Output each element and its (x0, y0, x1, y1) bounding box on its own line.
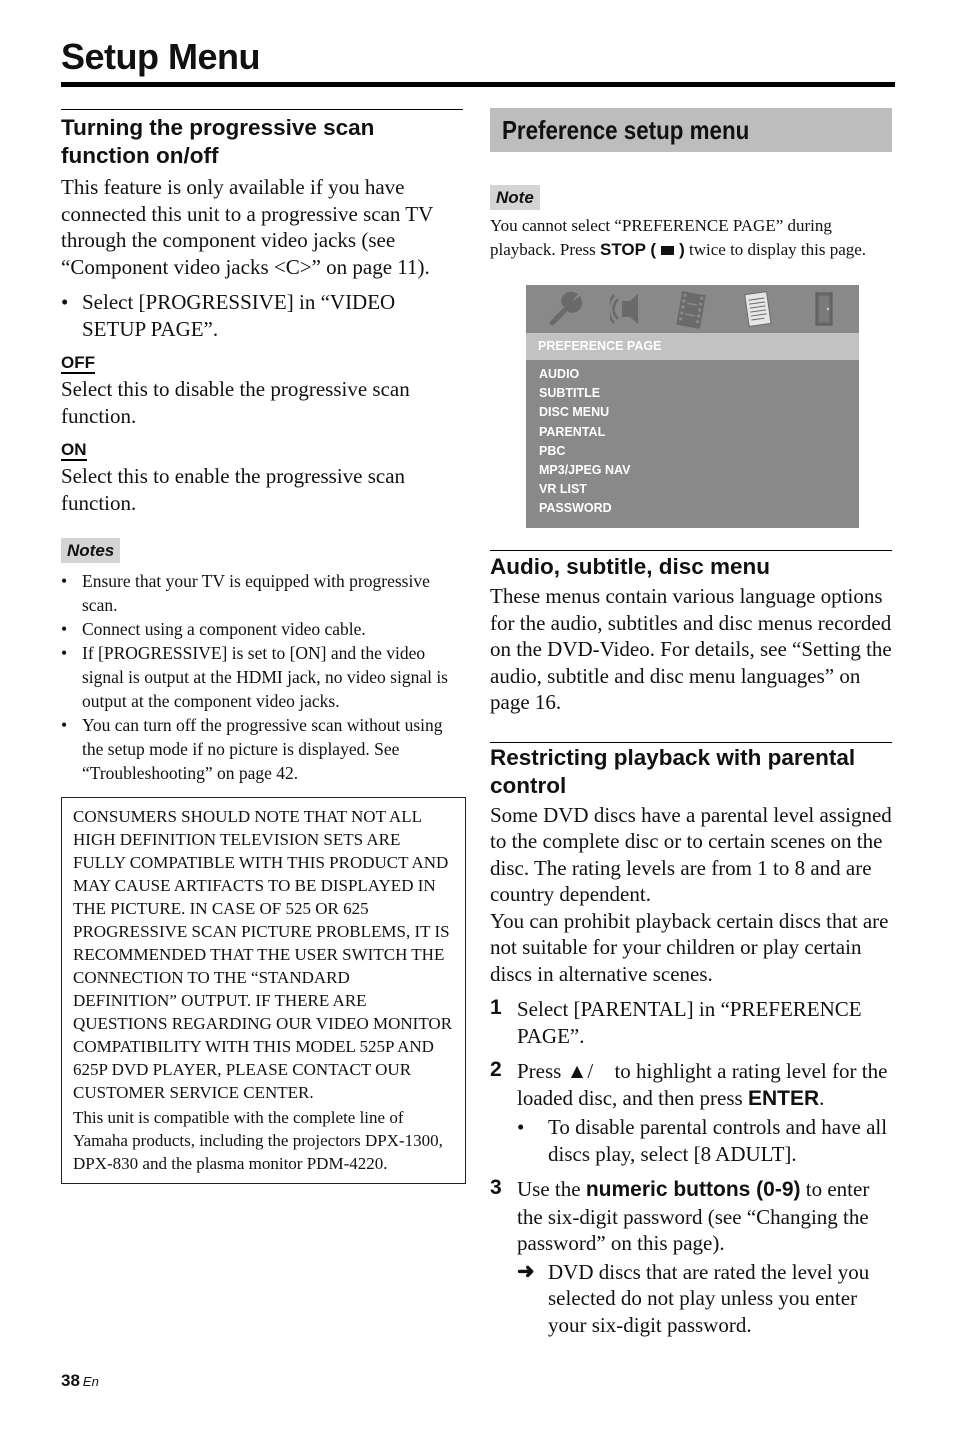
progressive-scan-heading: Turning the progressive scan function on/off (61, 115, 375, 168)
audio-text: These menus contain various language options for the audio, subtitles and disc menus recorded on the DVD-Video. For details, see “Setting the audio, subtitle and disc menu languages” on page 16. (490, 584, 892, 714)
off-text: Select this to disable the progressive scan function. (61, 377, 410, 428)
arrow-right-icon: ➜ (517, 1259, 535, 1283)
note-text-part1: You cannot select “PREFERENCE PAGE” during playback. Press (490, 216, 832, 259)
osd-item-mp3-jpeg-nav: MP3/JPEG NAV (539, 463, 631, 478)
note-item: • Connect using a component video cable. (61, 617, 463, 641)
section-rule (490, 550, 892, 551)
stop-label: STOP ( (600, 240, 657, 259)
title-rule (61, 82, 895, 87)
audio-heading: Audio, subtitle, disc menu (490, 554, 771, 579)
on-text: Select this to enable the progressive scan function. (61, 464, 406, 515)
right-column (490, 108, 892, 1337)
osd-item-vr-list: VR LIST (539, 482, 587, 497)
preference-page-osd (526, 285, 859, 528)
note-label: Note (490, 185, 540, 210)
section-rule (490, 742, 892, 743)
osd-menu-list (539, 365, 630, 519)
note-text (490, 214, 892, 262)
step-text-end: . (819, 1085, 825, 1110)
numeric-buttons-label: numeric buttons (0-9) (585, 1178, 801, 1201)
note-item: • You can turn off the progressive scan without using the setup mode if no picture is displayed. See “Troubleshooting” on page 42. (61, 713, 463, 785)
left-column (61, 109, 463, 1184)
osd-item-audio: AUDIO (539, 367, 580, 381)
parental-text-2: You can prohibit playback certain discs that are not suitable for your children or play certain discs in alternative scenes. (490, 908, 889, 986)
step-2-subitem (517, 1114, 892, 1167)
enter-key-label: ENTER (747, 1086, 820, 1110)
film-icon (674, 291, 708, 329)
step-text-pre: Use the (517, 1177, 586, 1201)
sub-text: DVD discs that are rated the level you selected do not play unless you enter your six-digit password. (548, 1259, 870, 1337)
parental-text-1: Some DVD discs have a parental level assigned to the complete disc or to certain scenes on the disc. The rating levels are from 1 to 8 and are country dependent. (490, 802, 892, 906)
osd-icon-bar (526, 285, 859, 333)
on-label: ON (61, 440, 87, 459)
door-icon (813, 291, 835, 327)
osd-item-password: PASSWORD (539, 501, 612, 516)
step-3-subitem (517, 1259, 892, 1339)
note-item: • If [PROGRESSIVE] is set to [ON] and the video signal is output at the HDMI jack, no video signal is output at the component video jacks. (61, 641, 463, 713)
osd-item-subtitle: SUBTITLE (539, 386, 601, 401)
speaker-icon (610, 291, 644, 327)
notice-extra-text: This unit is compatible with the complete line of Yamaha products, including the projectors DPX-1300, DPX-830 and the plasma monitor PDM-4220. (73, 1108, 443, 1173)
step-number: 2 (490, 1058, 502, 1081)
compatibility-notice (61, 797, 466, 1184)
osd-item-parental: PARENTAL (539, 424, 606, 439)
step-2 (490, 1058, 892, 1167)
page-number: 38 (61, 1371, 80, 1390)
step-text-post: to highlight a rating level for the loaded disc, and then press (517, 1059, 888, 1110)
step-number: 1 (490, 996, 502, 1019)
page-title: Setup Menu (61, 36, 260, 77)
step-3 (490, 1176, 892, 1338)
notes-label: Notes (61, 538, 120, 563)
osd-item-pbc: PBC (539, 443, 566, 458)
right-lower (490, 550, 892, 1338)
sub-text: To disable parental controls and have all discs play, select [8 ADULT]. (548, 1115, 888, 1166)
bullet-mark: • (517, 1115, 525, 1139)
step-text-pre: Press ▲/ (517, 1059, 594, 1083)
stop-icon (661, 246, 674, 255)
osd-header: PREFERENCE PAGE (526, 333, 859, 360)
wrench-icon (548, 291, 582, 327)
step-text-post: to enter the six-digit password (see “Changing the password” on this page). (517, 1177, 870, 1255)
note-text-part2: twice to display this page. (689, 240, 867, 259)
step-number: 3 (490, 1176, 502, 1199)
progressive-intro: This feature is only available if you have connected this unit to a progressive scan TV through the component video jacks (see “Component video jacks <C>” on page 11). (61, 175, 433, 279)
document-icon (741, 291, 775, 329)
progressive-bullet: • Select [PROGRESSIVE] in “VIDEO SETUP PAGE”. (61, 289, 463, 342)
note-item: • Ensure that your TV is equipped with progressive scan. (61, 569, 463, 617)
step-text: Select [PARENTAL] in “PREFERENCE PAGE”. (517, 997, 862, 1048)
language-tag: En (82, 1374, 99, 1389)
notice-caps-text: CONSUMERS SHOULD NOTE THAT NOT ALL HIGH DEFINITION TELEVISION SETS ARE FULLY COMPATIBLE WITH THIS PRODUCT AND MAY CAUSE ARTIFACTS TO BE DISPLAYED IN THE PICTURE. IN CASE OF 525 OR 625 PROGRESSIVE SCAN PICTURE PROBLEMS, IT IS RECOMMENDED THAT THE USER SWITCH THE CONNECTION TO THE “STANDARD DEFINITION” OUTPUT. IF THERE ARE QUESTIONS REGARDING OUR VIDEO MONITOR COMPATIBILITY WITH THIS MODEL 525P AND 625P DVD PLAYER, PLEASE CONTACT OUR CUSTOMER SERVICE CENTER. (73, 807, 453, 1102)
banner-title: Preference setup menu (502, 114, 750, 145)
preference-banner (490, 108, 892, 152)
step-1 (490, 996, 892, 1049)
parental-heading: Restricting playback with parental control (490, 744, 856, 798)
page-footer (61, 1371, 99, 1391)
notes-list (61, 569, 463, 785)
off-label: OFF (61, 353, 95, 372)
section-rule (61, 109, 463, 110)
stop-close: ) (679, 240, 685, 259)
osd-item-disc-menu: DISC MENU (539, 405, 610, 420)
